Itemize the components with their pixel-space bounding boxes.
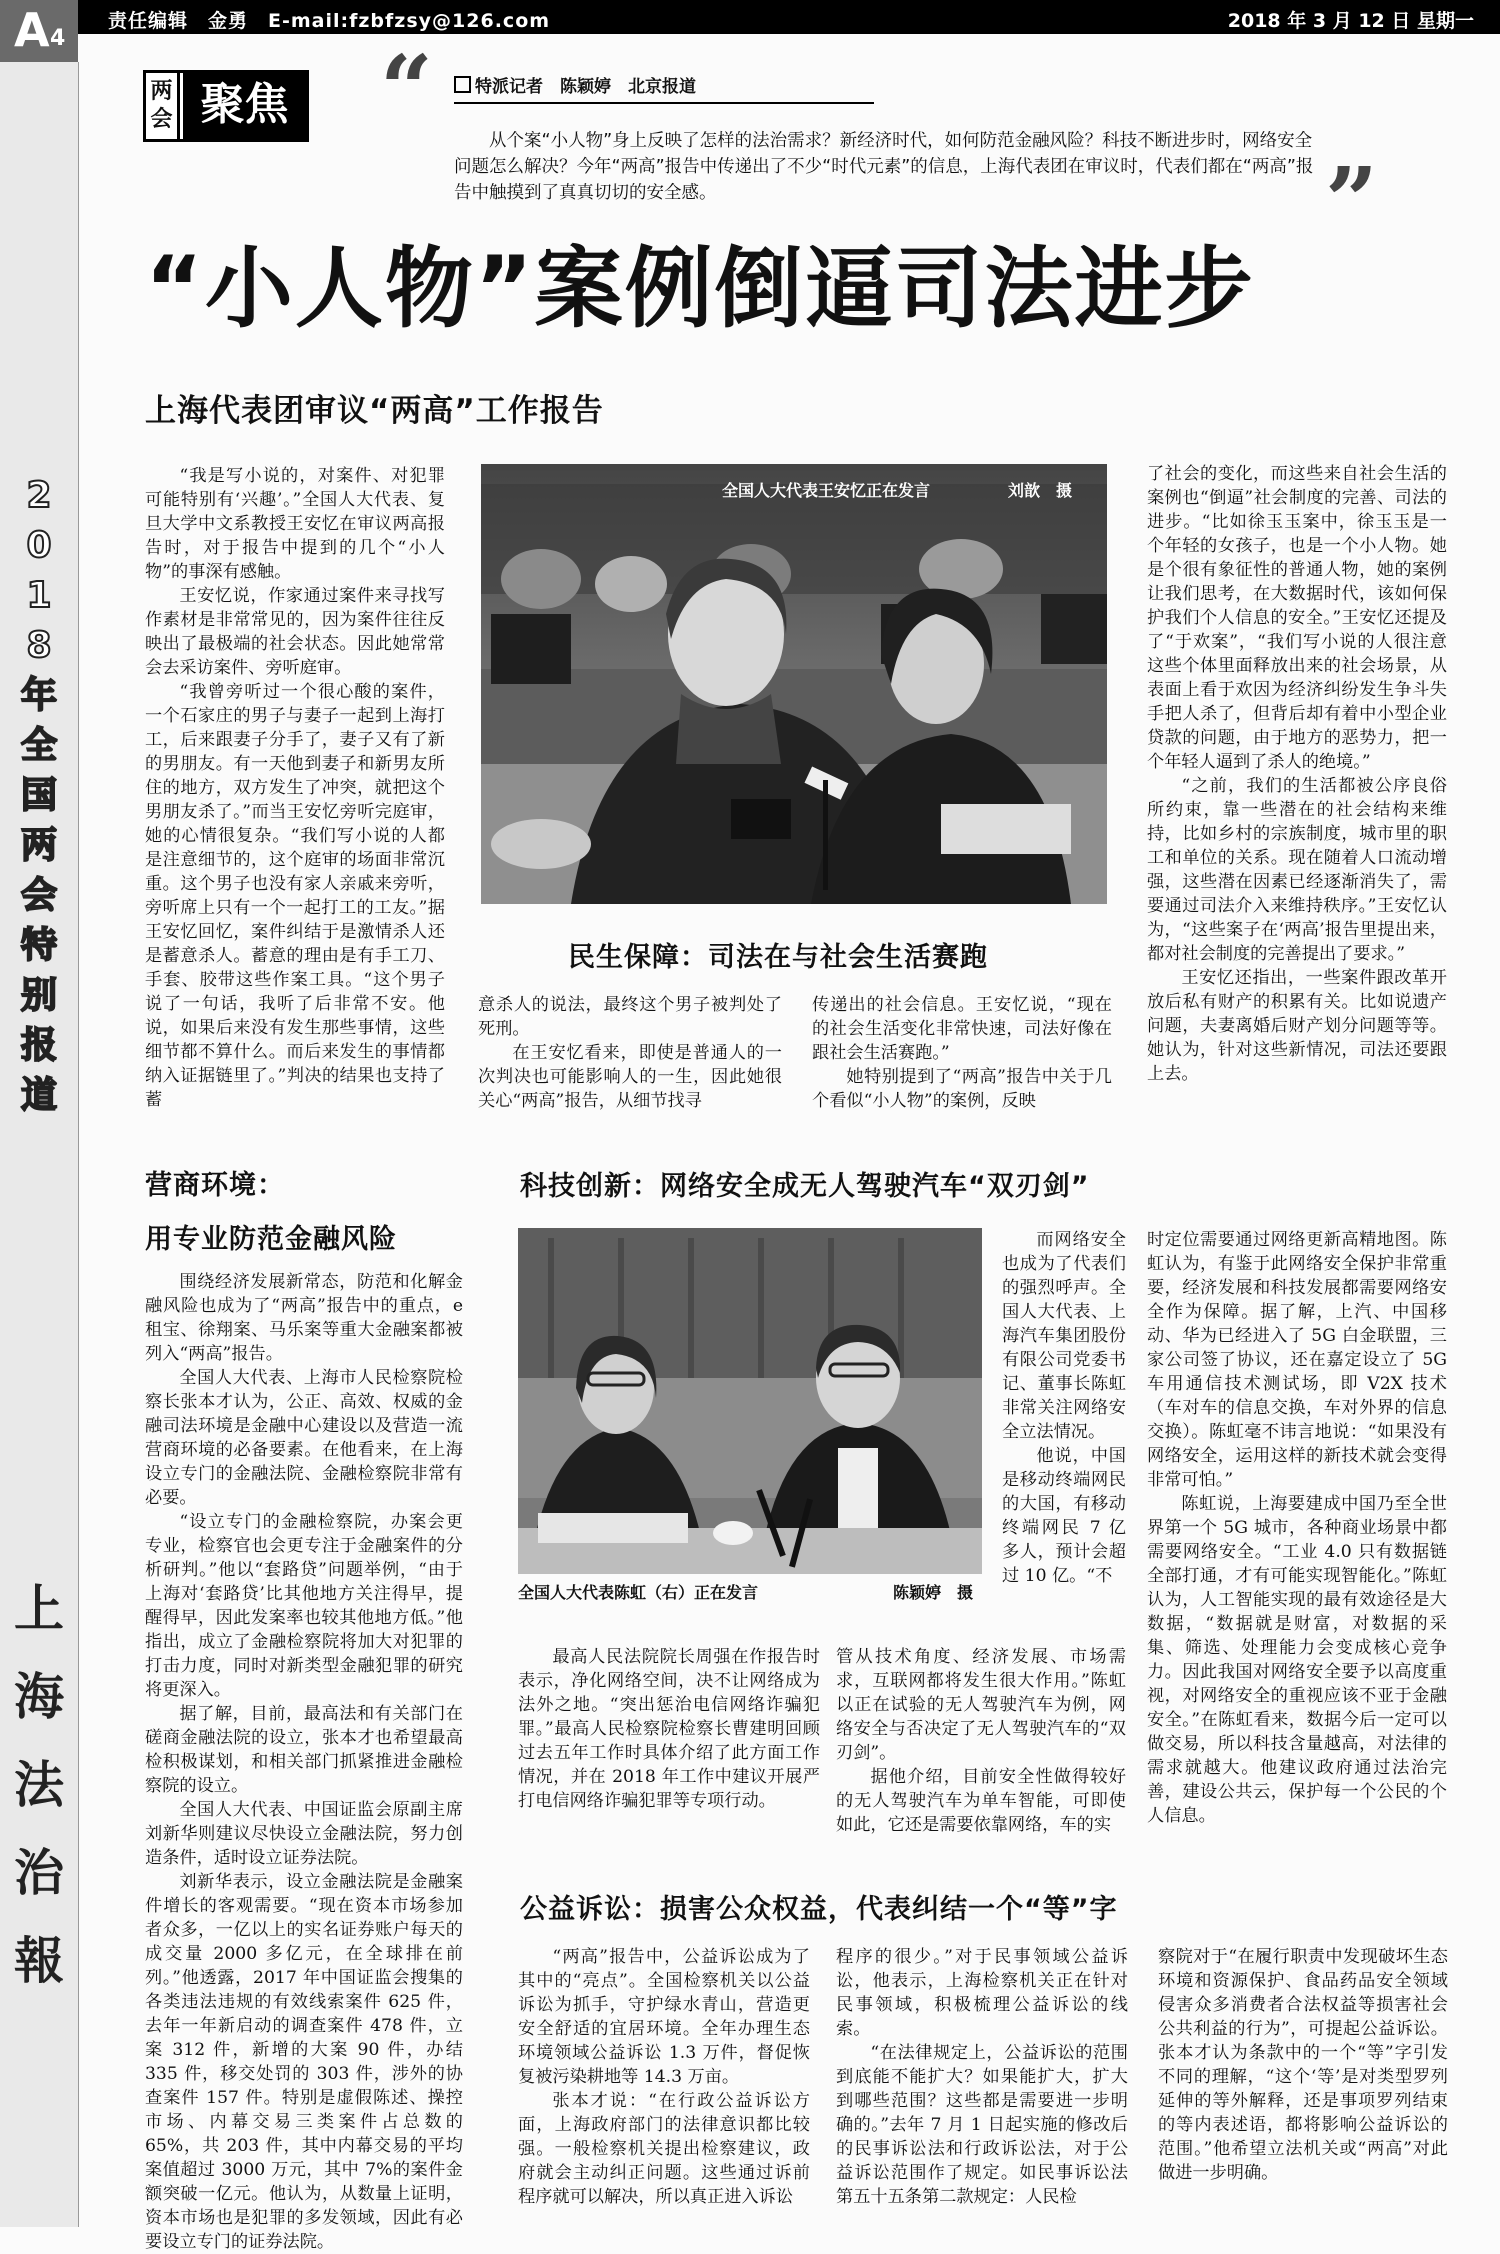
series-char: 国 — [20, 775, 57, 816]
byline — [454, 72, 696, 97]
photo2-caption: 全国人大代表陈虹（右）正在发言 — [518, 1583, 759, 1602]
series-char: 2 — [26, 475, 52, 516]
paragraph: 在王安忆看来，即使是普通人的一次判决也可能影响人的一生，因此她很关心“两高”报告，从细节找寻 — [478, 1043, 782, 1111]
section-title-minsheng: 民生保障：司法在与社会生活赛跑 — [568, 942, 988, 973]
issue-date: 2018 年 3 月 12 日 星期一 — [1227, 10, 1474, 32]
byline-text: 特派记者 陈颖婷 北京报道 — [475, 77, 696, 97]
series-char: 道 — [20, 1075, 57, 1116]
subheadline: 上海代表团审议“两高”工作报告 — [145, 393, 604, 429]
page-header-bar — [0, 0, 1500, 34]
photo1-caption — [722, 478, 930, 501]
paragraph: 意杀人的说法，最终这个男子被判处了死刑。 — [478, 995, 782, 1039]
article-column-4 — [1147, 462, 1447, 1086]
paragraph: 管从技术角度、经济发展、市场需求，互联网都将发生很大作用。”陈虹以正在试验的无人驾驶汽车为例，网络安全与否决定了无人驾驶汽车的“双刃剑”。 — [836, 1647, 1126, 1763]
paragraph: 了社会的变化，而这些来自社会生活的案例也“倒逼”社会制度的完善、司法的进步。“比如徐玉玉案中，徐玉玉是一个年轻的女孩子，也是一个小人物。她是个很有象征性的普通人物，她的案例让我们思考，在大数据时代，该如何保护我们个人信息的安全。”王安忆还提及了“于欢案”，“我们写小说的人很注意这些个体里面释放出来的社会场景，从表面上看于欢因为经济纠纷发生争斗失手把人杀了，但背后却有着中小型企业贷款的问题，由于地方的恶势力，把一个年轻人逼到了杀人的绝境。” — [1147, 464, 1447, 772]
article-column-9 — [836, 1945, 1128, 2209]
series-char: 两 — [20, 825, 57, 866]
headline: “小人物”案例倒逼司法进步 — [145, 237, 1255, 340]
photo2-credit: 陈颖婷 摄 — [893, 1583, 974, 1602]
paragraph: 据他介绍，目前安全性做得较好的无人驾驶汽车为单车智能，可即使如此，它还是需要依靠网络，车的实 — [836, 1767, 1126, 1835]
paragraph: “在法律规定上，公益诉讼的范围到底能不能扩大？如果能扩大，扩大到哪些范围？这些都是需要进一步明确的。”去年 7 月 1 日起实施的修改后的民事诉讼法和行政诉讼法，对于公益诉讼范围作了规定。如民事诉讼法第五十五条第二款规定：人民检 — [836, 2043, 1128, 2207]
article-column-6-right — [836, 1645, 1126, 1837]
byline-box-icon — [454, 76, 471, 93]
series-char: 0 — [26, 525, 52, 566]
series-char: 别 — [20, 975, 57, 1016]
logo-big-text: 聚焦 — [183, 73, 306, 139]
series-char: 特 — [20, 925, 57, 966]
paragraph: 据了解，目前，最高法和有关部门在磋商金融法院的设立，张本才也希望最高检积极谋划，和相关部门抓紧推进金融检察院的设立。 — [145, 1704, 463, 1796]
logo-small-text: 两会 — [146, 73, 180, 139]
article-column-1 — [145, 464, 445, 1112]
photo-wang-anyi — [481, 464, 1107, 904]
article-column-7 — [1147, 1228, 1447, 1828]
paragraph: 她特别提到了“两高”报告中关于几个看似“小人物”的案例，反映 — [812, 1067, 1112, 1111]
paragraph: 传递出的社会信息。王安忆说，“现在的社会生活变化非常快速，司法好像在跟社会生活赛跑。” — [812, 995, 1112, 1063]
photo-chen-hong — [518, 1228, 982, 1574]
article-column-2 — [478, 993, 782, 1113]
section-title-yingshang: 营商环境： — [145, 1170, 285, 1201]
series-char: 全 — [20, 725, 57, 766]
paragraph: 最高人民法院院长周强在作报告时表示，净化网络空间，决不让网络成为法外之地。“突出惩治电信网络诈骗犯罪。”最高人民检察院检察长曹建明回顾过去五年工作时具体介绍了此方面工作情况，并在 2018 年工作中建议开展严打电信网络诈骗犯罪等专项行动。 — [518, 1647, 820, 1811]
article-column-6-narrow — [1002, 1228, 1126, 1588]
article-column-8 — [518, 1945, 810, 2209]
byline-rule — [454, 102, 874, 104]
section-subtitle-finance: 用专业防范金融风险 — [145, 1224, 397, 1255]
paragraph: “我是写小说的，对案件、对犯罪可能特别有‘兴趣’。”全国人大代表、复旦大学中文系教授王安忆在审议两高报告时，对于报告中提到的几个“小人物”的事深有感触。 — [145, 466, 445, 582]
article-column-10 — [1158, 1945, 1448, 2185]
paragraph: 程序的很少。”对于民事领域公益诉讼，他表示，上海检察机关正在针对民事领域，积极梳理公益诉讼的线索。 — [836, 1947, 1128, 2039]
paragraph: 他说，中国是移动终端网民的大国，有移动终端网民 7 亿多人，预计会超过 10 亿。“不 — [1002, 1446, 1126, 1586]
photo1-caption-left: 全国人大代表王安忆正在发言 — [722, 481, 931, 500]
paragraph: 察院对于“在履行职责中发现破坏生态环境和资源保护、食品药品安全领域侵害众多消费者合法权益等损害社会公共利益的行为”，可提起公益诉讼。张本才认为条款中的一个“等”字引发不同的理解，“这个‘等’是对类型罗列延伸的等外解释，还是事项罗列结束的等内表述语，都将影响公益诉讼的范围。”他希望立法机关或“两高”对此做进一步明确。 — [1158, 1947, 1448, 2183]
paragraph: 王安忆说，作家通过案件来寻找写作素材是非常常见的，因为案件往往反映出了最极端的社会状态。因此她常常会去采访案件、旁听庭审。 — [145, 586, 445, 678]
series-char: 会 — [20, 875, 57, 916]
paper-name-char: 上 — [14, 1579, 64, 1638]
paragraph: 全国人大代表、中国证监会原副主席刘新华则建议尽快设立金融法院，努力创造条件，适时设立证券法院。 — [145, 1800, 463, 1868]
paragraph: “之前，我们的生活都被公序良俗所约束，靠一些潜在的社会结构来维持，比如乡村的宗族制度，城市里的职工和单位的关系。现在随着人口流动增强，这些潜在因素已经逐渐消失了，需要通过司法介入来维持秩序。”王安忆认为，“这些案子在‘两高’报告里提出来，都对社会制度的完善提出了要求。” — [1147, 776, 1447, 964]
paragraph: “我曾旁听过一个很心酸的案件，一个石家庄的男子与妻子一起到上海打工，后来跟妻子分手了，妻子又有了新的男朋友。有一天他到妻子和新男友所住的地方，双方发生了冲突，就把这个男朋友杀了。”而当王安忆旁听完庭审，她的心情很复杂。“我们写小说的人都是注意细节的，这个庭审的场面非常沉重。这个男子也没有家人亲戚来旁听，旁听席上只有一个一起打工的工友。”据王安忆回忆，案件纠结于是激情杀人还是蓄意杀人。蓄意的理由是有手工刀、手套、胶带这些作案工具。“这个男子说了一句话，我听了后非常不安。他说，如果后来没有发生那些事情，这些细节都不算什么。而后来发生的事情都纳入证据链里了。”判决的结果也支持了蓄 — [145, 682, 445, 1110]
series-char: 8 — [26, 625, 52, 666]
paper-name-char: 海 — [14, 1667, 64, 1726]
paragraph: 而网络安全也成为了代表们的强烈呼声。全国人大代表、上海汽车集团股份有限公司党委书记、董事长陈虹非常关注网络安全立法情况。 — [1002, 1230, 1126, 1442]
paragraph: 时定位需要通过网络更新高精地图。陈虹认为，有鉴于此网络安全保护非常重要，经济发展和科技发展都需要网络安全作为保障。据了解，上汽、中国移动、华为已经进入了 5G 白金联盟，三家公司签了协议，还在嘉定设立了 5G 车用通信技术测试场，即 V2X 技术（车对车的信息交换，车对外界的信息交换）。陈虹毫不讳言地说：“如果没有网络安全，运用这样的新技术就会变得非常可怕。” — [1147, 1230, 1447, 1490]
paper-name-char: 治 — [14, 1843, 64, 1902]
intro-paragraph: 从个案“小人物”身上反映了怎样的法治需求？新经济时代，如何防范金融风险？科技不断进步时，网络安全问题怎么解决？今年“两高”报告中传递出了不少“时代元素”的信息，上海代表团在审议时，代表们都在“两高”报告中触摸到了真真切切的安全感。 — [454, 131, 1314, 203]
section-logo — [143, 70, 309, 142]
section-title-public-interest: 公益诉讼：损害公众权益，代表纠结一个“等”字 — [520, 1894, 1118, 1925]
paragraph: 王安忆还指出，一些案件跟改革开放后私有财产的积累有关。比如说遗产问题，夫妻离婚后财产划分问题等等。她认为，针对这些新情况，司法还要跟上去。 — [1147, 968, 1447, 1084]
article-column-3 — [812, 993, 1112, 1113]
paragraph: 围绕经济发展新常态，防范和化解金融风险也成为了“两高”报告中的重点，e租宝、徐翔案、马乐案等重大金融案都被列入“两高”报告。 — [145, 1272, 463, 1364]
paper-name-char: 法 — [14, 1755, 64, 1814]
paragraph: 刘新华表示，设立金融法院是金融案件增长的客观需要。“现在资本市场参加者众多，一亿以上的实名证券账户每天的成交量 2000 多亿元，在全球排在前列。”他透露，2017 年中国证监会搜集的各类违法违规的有效线索案件 625 件，去年一年新启动的调查案件 478 件，立案 312 件，新增的大案 90 件，办结 335 件，移交处罚的 303 件，涉外的协查案件 157 件。特别是虚假陈述、操控市场、内幕交易三类案件占总数的 65%，共 203 件，其中内幕交易的平均案值超过 3000 万元，其中 7%的案件金额突破一亿元。他认为，从数量上证明，资本市场也是犯罪的多发领域，因此有必要设立专门的证券法院。 — [145, 1872, 463, 2252]
paper-name-char: 報 — [14, 1931, 64, 1990]
paragraph: 全国人大代表、上海市人民检察院检察长张本才认为，公正、高效、权威的金融司法环境是金融中心建设以及营造一流营商环境的必备要素。在他看来，在上海设立专门的金融法院、金融检察院非常有必要。 — [145, 1368, 463, 1508]
page-number: 4 — [50, 26, 66, 51]
paragraph: 张本才说：“在行政公益诉讼方面，上海政府部门的法律意识都比较强。一般检察机关提出检察建议，政府就会主动纠正问题。这些通过诉前程序就可以解决，所以真正进入诉讼 — [518, 2091, 810, 2207]
paragraph: 陈虹说，上海要建成中国乃至全世界第一个 5G 城市，各种商业场景中都需要网络安全。“工业 4.0 只有数据链全部打通，才有可能实现智能化。”陈虹认为，人工智能实现的最有效途径是大数据，“数据就是财富，对数据的采集、筛选、处理能力会变成核心竞争力。因此我国对网络安全要予以高度重视，对网络安全的重视应该不亚于金融安全。”在陈虹看来，数据今后一定可以做交易，所以科技含量越高，对法律的需求就越大。他建议政府通过法治完善，建设公共云，保护每一个公民的个人信息。 — [1147, 1494, 1447, 1826]
article-column-6-left — [518, 1645, 820, 1813]
page-number-badge — [0, 0, 78, 62]
photo1-credit: 刘歆 摄 — [1008, 481, 1073, 500]
open-quote-mark: “ — [380, 35, 433, 143]
series-char: 报 — [20, 1025, 57, 1066]
series-char: 年 — [20, 675, 57, 716]
article-column-5 — [145, 1270, 463, 2254]
editor-credit: 责任编辑 金勇 E-mail:fzbfzsy@126.com — [108, 10, 551, 32]
paragraph: “两高”报告中，公益诉讼成为了其中的“亮点”。全国检察机关以公益诉讼为抓手，守护绿水青山，营造更安全舒适的宜居环境。全年办理生态环境领域公益诉讼 1.3 万件，督促恢复被污染耕地等 14.3 万亩。 — [518, 1947, 810, 2087]
paragraph: “设立专门的金融检察院，办案会更专业，检察官也会更专注于金融案件的分析研判。”他以“套路贷”问题举例，“由于上海对‘套路贷’比其他地方关注得早，提醒得早，因此发案率也较其他地方低。”他指出，成立了金融检察院将加大对犯罪的打击力度，同时对新类型金融犯罪的研究将更深入。 — [145, 1512, 463, 1700]
close-quote-mark: ” — [1325, 147, 1378, 255]
section-title-tech: 科技创新：网络安全成无人驾驶汽车“双刃剑” — [520, 1171, 1090, 1202]
page-letter: A — [14, 3, 50, 57]
series-char: 1 — [26, 575, 52, 616]
